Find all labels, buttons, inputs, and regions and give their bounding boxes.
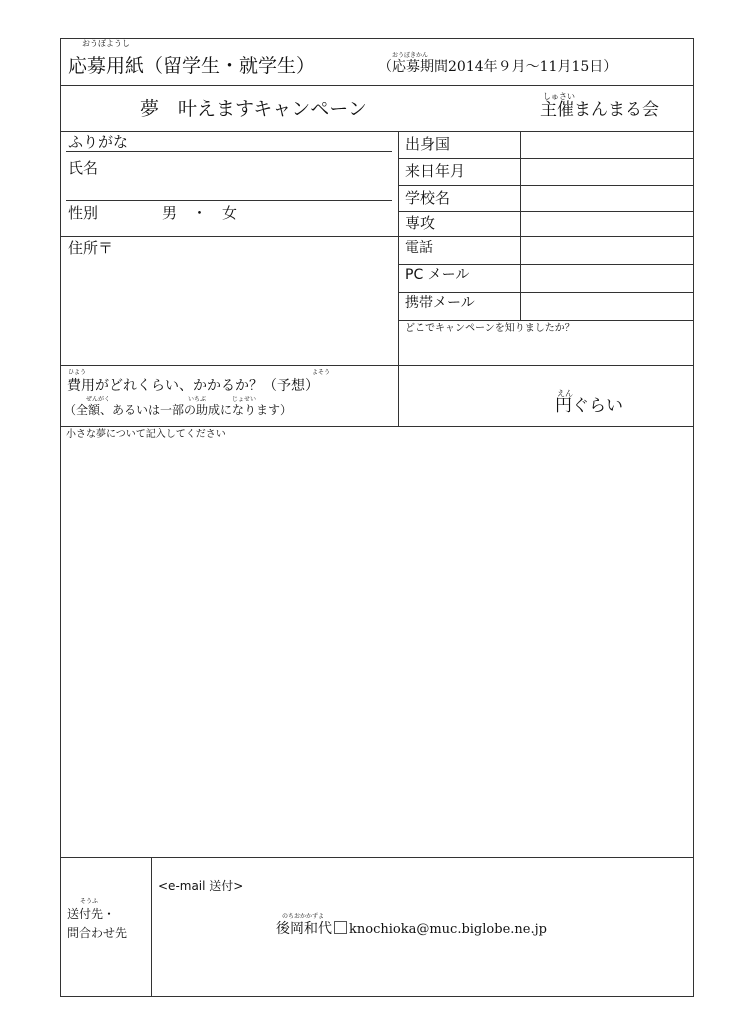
phone-input[interactable]: [522, 238, 692, 263]
divider-cost: [60, 426, 694, 427]
furigana-underline: [66, 151, 392, 152]
email-send-label: <e-mail 送付>: [158, 879, 244, 893]
divider-dream: [60, 857, 694, 858]
name-input[interactable]: [110, 160, 390, 198]
send-label-line1: 送付先・: [67, 907, 116, 921]
furigana-label: ふりがな: [68, 133, 129, 151]
divider-title: [60, 85, 694, 86]
divider-campaign: [60, 131, 694, 132]
form-border-top: [60, 38, 694, 39]
address-label: 住所〒: [68, 239, 114, 257]
grid-line: [398, 320, 694, 321]
divider-address: [60, 365, 694, 366]
name-underline: [66, 200, 392, 201]
form-title: 応募用紙（留学生・就学生）: [68, 55, 316, 77]
gender-options[interactable]: 男 ・ 女: [162, 204, 238, 222]
dream-label: 小さな夢について記入してください: [66, 429, 226, 440]
cost-question: 費用がどれくらい、かかるか？（予想）: [67, 378, 319, 394]
cost-input[interactable]: [402, 370, 552, 420]
send-label-line2: 問合わせ先: [67, 926, 128, 940]
phone-label: 電話: [405, 240, 433, 256]
major-label: 専攻: [405, 214, 436, 232]
title-furigana: おうぼようし: [82, 39, 130, 48]
host-name: 主催まんまる会: [540, 100, 659, 120]
zengaku-furigana: ぜんがく: [86, 396, 111, 403]
host-furigana: しゅさい: [543, 92, 575, 101]
country-input[interactable]: [522, 133, 692, 157]
mail-icon: [334, 921, 347, 934]
form-border-left: [60, 38, 61, 997]
school-label: 学校名: [405, 189, 451, 207]
country-label: 出身国: [405, 135, 451, 153]
mobile-mail-label: 携帯メール: [405, 295, 475, 311]
middle-divider: [398, 131, 399, 427]
how-known-label: どこでキャンペーンを知りましたか？: [405, 323, 575, 334]
grid-line: [398, 211, 694, 212]
cost-note: （全額、あるいは一部の助成になります）: [64, 403, 293, 417]
grid-line: [398, 185, 694, 186]
josei-furigana: じょせい: [232, 396, 257, 403]
dream-input[interactable]: [64, 446, 690, 854]
arrival-input[interactable]: [522, 160, 692, 184]
divider-personal: [60, 236, 694, 237]
form-border-right: [693, 38, 694, 997]
grid-line: [398, 264, 694, 265]
major-input[interactable]: [522, 213, 692, 235]
campaign-name: 夢 叶えますキャンペーン: [140, 98, 367, 120]
school-input[interactable]: [522, 187, 692, 210]
soufu-furigana: そうふ: [80, 898, 99, 905]
footer-divider: [151, 857, 152, 997]
how-known-input[interactable]: [400, 338, 692, 364]
yen-label: 円ぐらい: [555, 396, 623, 416]
period-furigana: おうぼきかん: [392, 52, 429, 59]
contact-line: [276, 921, 547, 936]
grid-line: [398, 292, 694, 293]
contact-email[interactable]: knochioka@muc.biglobe.ne.jp: [349, 922, 547, 937]
form-border-bottom: [60, 996, 694, 997]
contact-furigana: のちおかかずよ: [282, 913, 325, 920]
estimate-furigana: よそう: [312, 369, 331, 376]
yen-furigana: えん: [557, 389, 573, 398]
pc-mail-label: PC メール: [405, 267, 470, 283]
mobile-mail-input[interactable]: [522, 294, 692, 319]
ichibu-furigana: いちぶ: [188, 396, 207, 403]
gender-label: 性別: [68, 204, 99, 222]
name-label: 氏名: [68, 159, 99, 177]
application-period: （応募期間2014年９月～11月15日）: [378, 59, 618, 75]
contact-name: 後岡和代: [276, 921, 332, 937]
address-input[interactable]: [66, 258, 392, 362]
grid-line: [398, 158, 694, 159]
arrival-label: 来日年月: [405, 162, 466, 180]
cost-furigana: ひよう: [68, 369, 87, 376]
pc-mail-input[interactable]: [522, 266, 692, 291]
furigana-input[interactable]: [150, 134, 390, 150]
